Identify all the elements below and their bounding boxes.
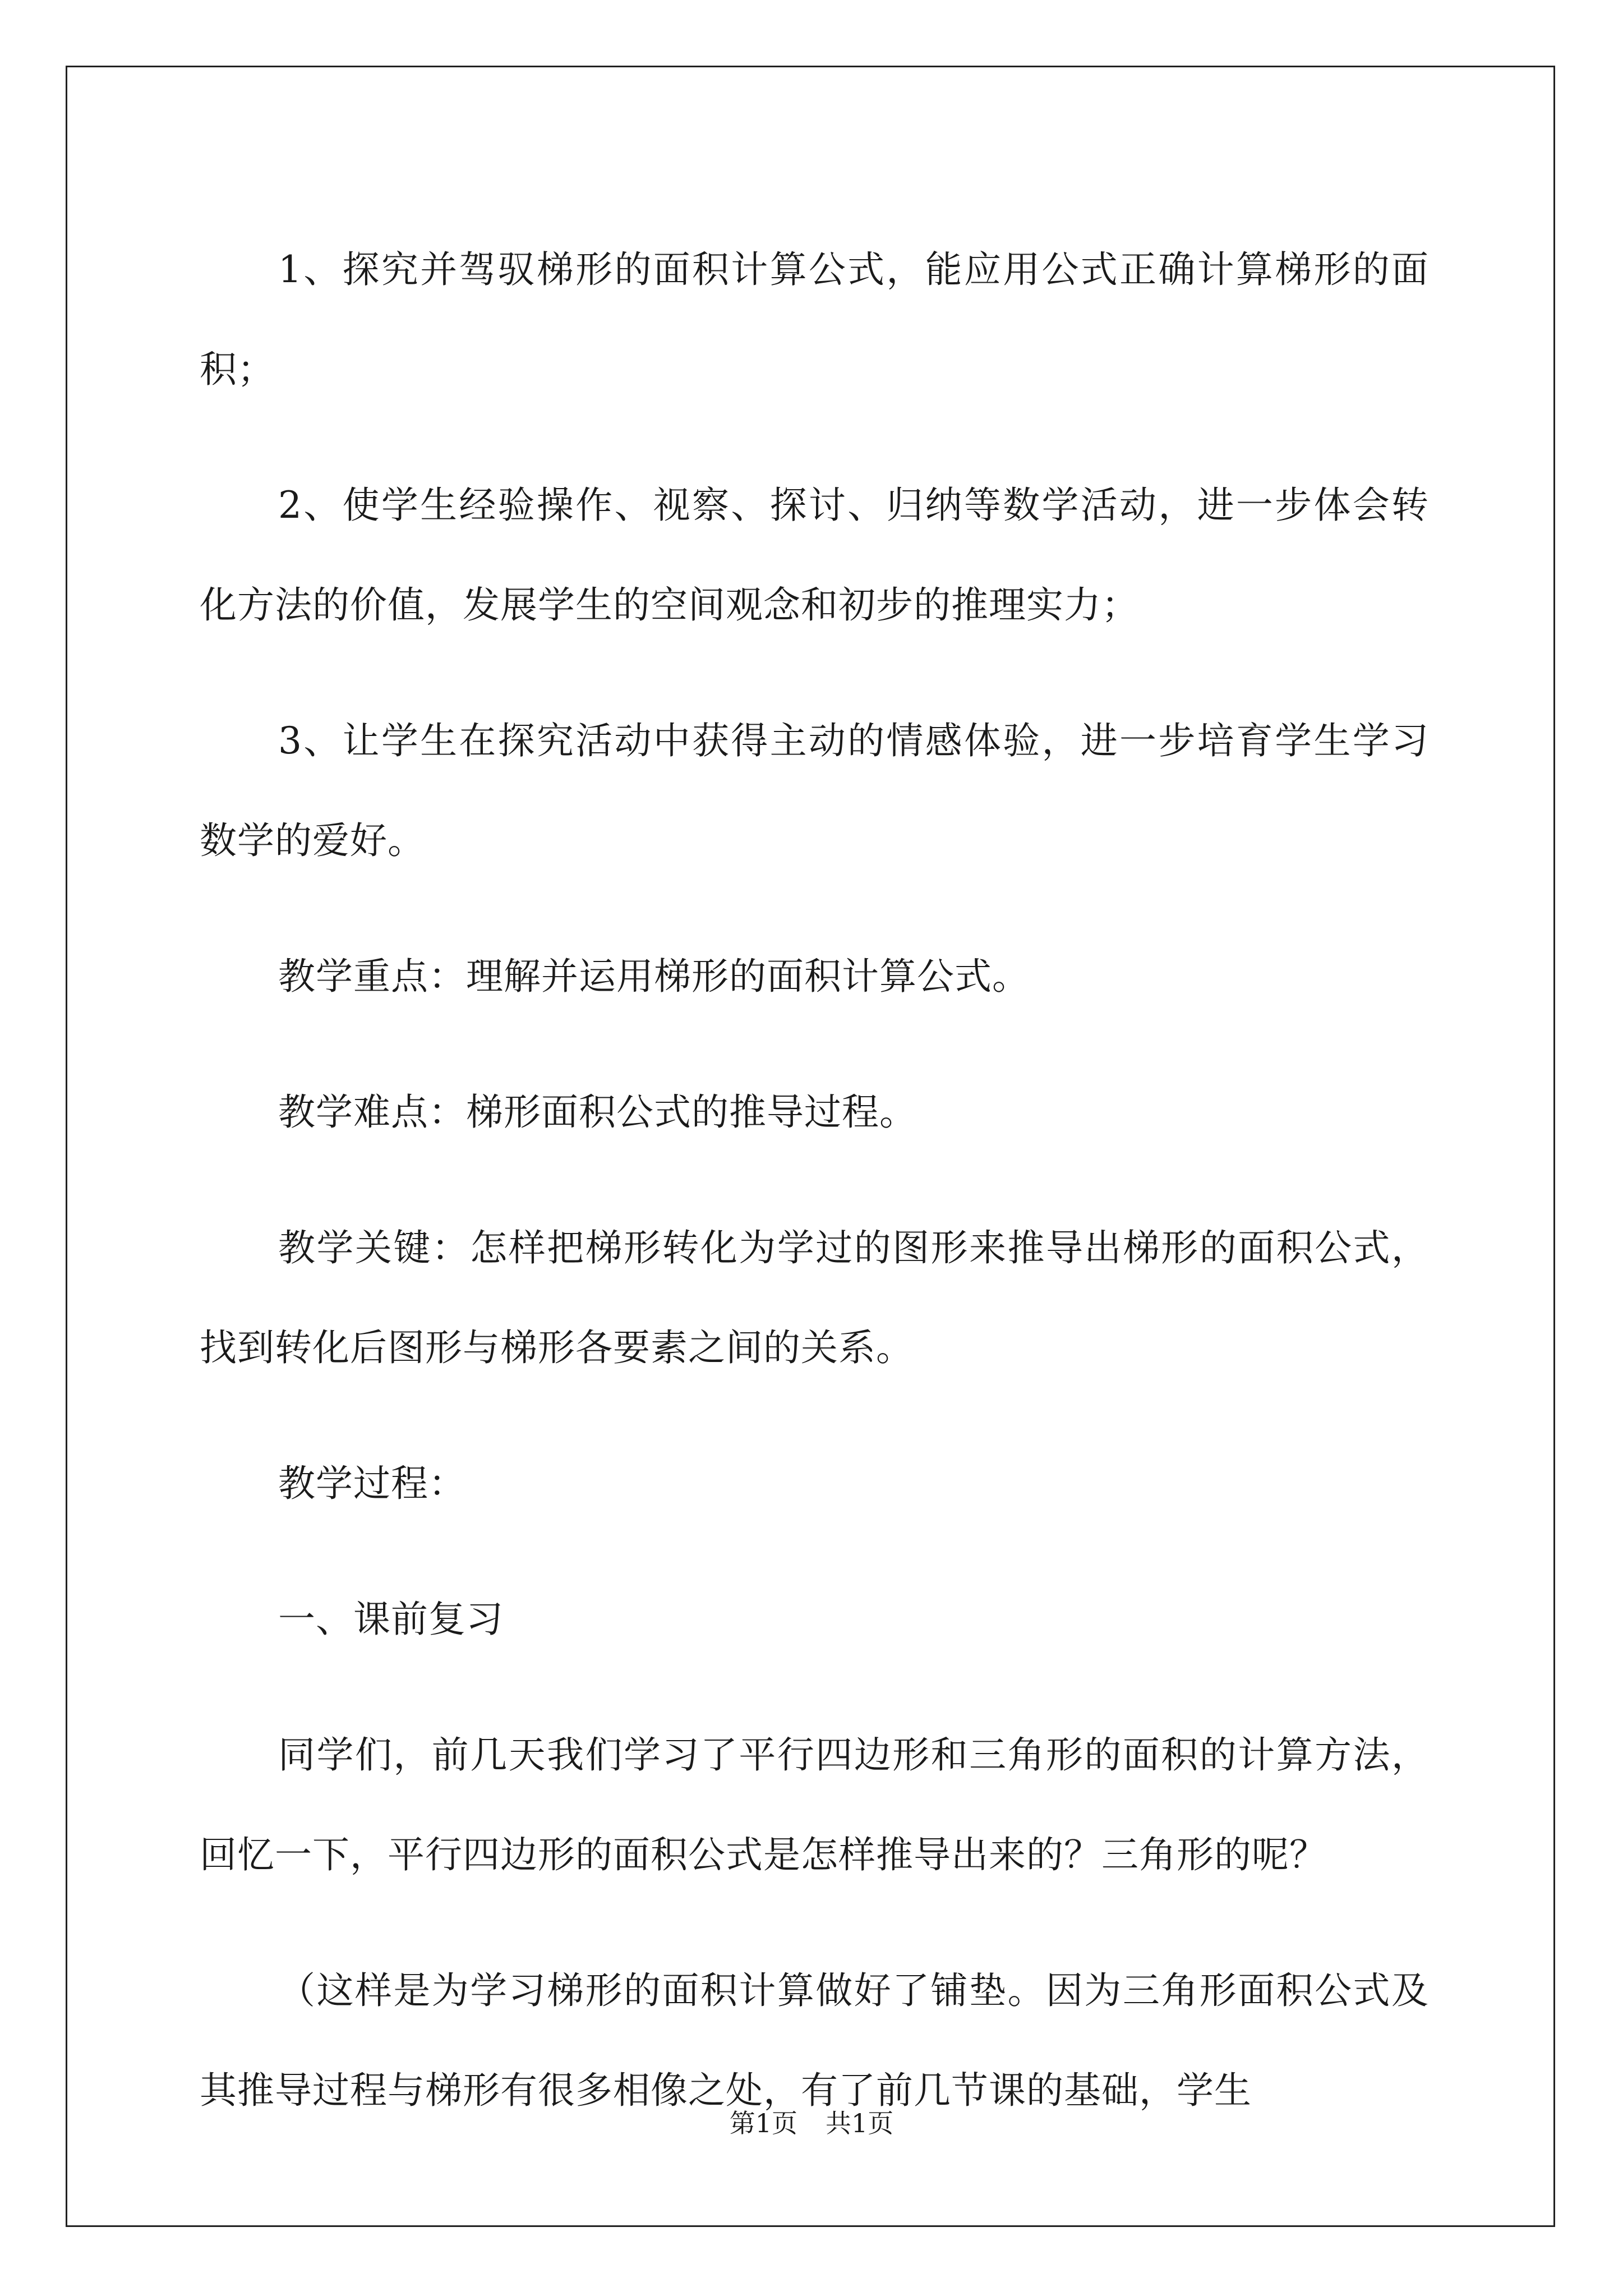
paragraph-key-point: 教学重点：理解并运用梯形的面积计算公式。 bbox=[278, 955, 1030, 998]
paragraph-process-heading: 教学过程： bbox=[278, 1462, 466, 1505]
document-body bbox=[200, 220, 1429, 2177]
paragraph-goal-1: 1、探究并驾驭梯形的面积计算公式，能应用公式正确计算梯形的面积； bbox=[200, 248, 1429, 391]
paragraph-review-note: （这样是为学习梯形的面积计算做好了铺垫。因为三角形面积公式及其推导过程与梯形有很多相像之处，有了前几节课的基础，学生 bbox=[200, 1969, 1429, 2112]
paragraph-key-issue: 教学关键：怎样把梯形转化为学过的图形来推导出梯形的面积公式，找到转化后图形与梯形各要素之间的关系。 bbox=[200, 1226, 1429, 1369]
paragraph-difficulty: 教学难点：梯形面积公式的推导过程。 bbox=[278, 1091, 917, 1134]
page-number-current: 第1页 bbox=[729, 2108, 797, 2138]
page-number-total: 共1页 bbox=[826, 2108, 894, 2138]
paragraph-goal-3: 3、让学生在探究活动中获得主动的情感体验，进一步培育学生学习数学的爱好。 bbox=[200, 719, 1429, 862]
paragraph-review-heading: 一、课前复习 bbox=[278, 1598, 504, 1641]
paragraph-goal-2: 2、使学生经验操作、视察、探讨、归纳等数学活动，进一步体会转化方法的价值，发展学生的空间观念和初步的推理实力； bbox=[200, 484, 1429, 627]
paragraph-review-question: 同学们，前几天我们学习了平行四边形和三角形的面积的计算方法，回忆一下，平行四边形的面积公式是怎样推导出来的？三角形的呢？ bbox=[200, 1733, 1429, 1876]
page-footer bbox=[0, 2106, 1623, 2140]
